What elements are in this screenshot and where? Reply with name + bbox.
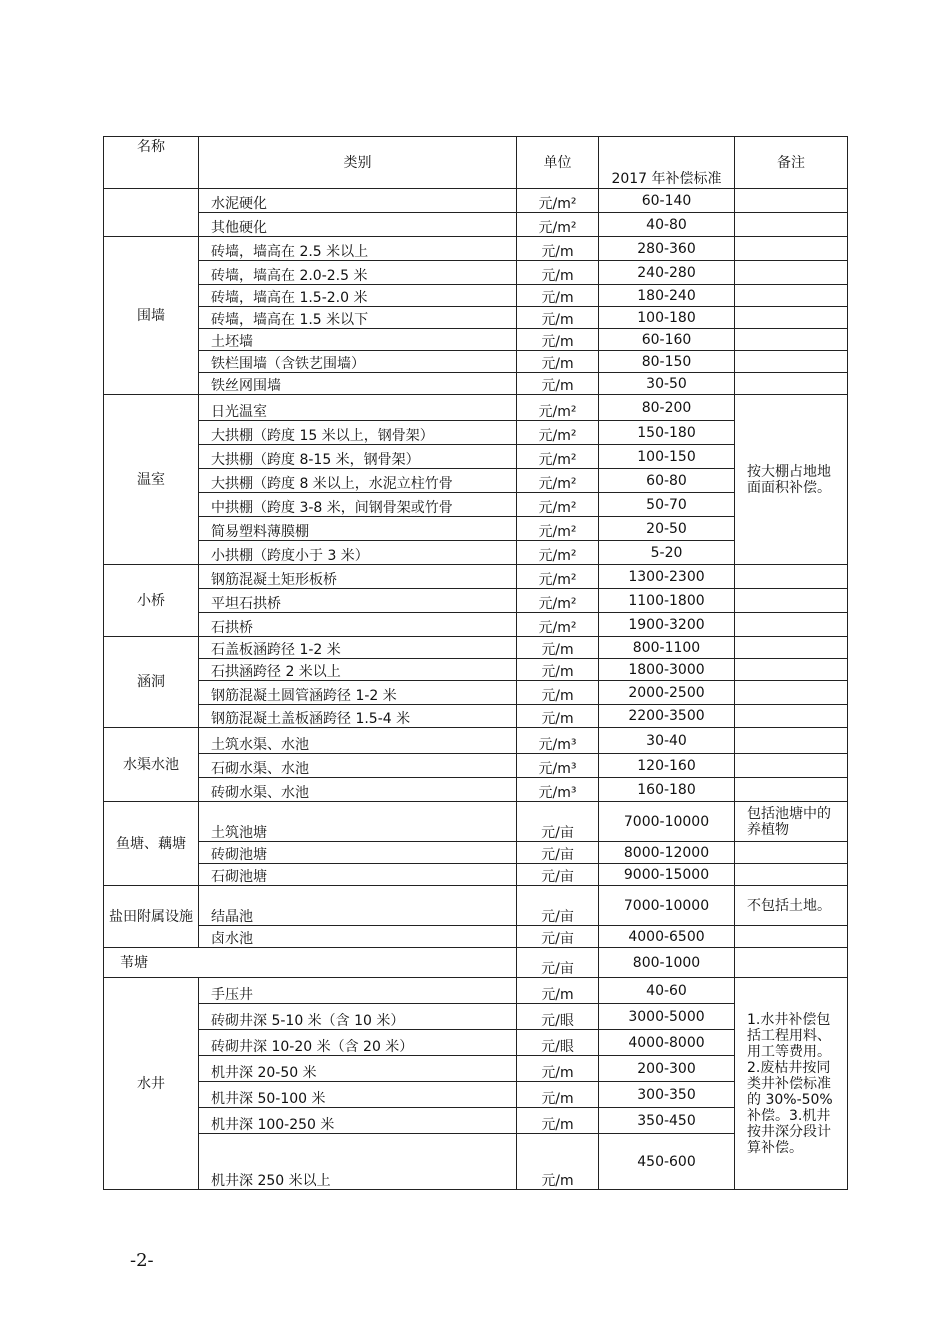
group-name-cell: 水渠水池 (104, 728, 199, 802)
standard-cell: 100-180 (599, 307, 735, 329)
standard-cell: 7000-10000 (599, 886, 735, 926)
header-type: 类别 (199, 137, 517, 189)
note-cell (735, 754, 848, 778)
category-cell: 土筑水渠、水池 (199, 728, 517, 754)
table-row (104, 778, 848, 802)
note-cell (735, 261, 848, 285)
header-note: 备注 (735, 137, 848, 189)
standard-cell: 1800-3000 (599, 659, 735, 681)
table-row (104, 565, 848, 589)
standard-cell: 800-1100 (599, 637, 735, 659)
group-name-cell: 小桥 (104, 565, 199, 637)
table-row (104, 237, 848, 261)
standard-cell: 4000-8000 (599, 1030, 735, 1056)
note-cell: 按大棚占地地面面积补偿。 (735, 395, 848, 565)
unit-cell: 元/m² (517, 469, 599, 493)
category-cell: 日光温室 (199, 395, 517, 421)
unit-cell: 元/m (517, 705, 599, 728)
category-cell: 机井深 20-50 米 (199, 1056, 517, 1082)
unit-cell: 元/m (517, 237, 599, 261)
group-name-cell (104, 189, 199, 237)
unit-cell: 元/m³ (517, 754, 599, 778)
note-cell (735, 926, 848, 948)
table-header-row (104, 137, 848, 189)
category-cell: 土筑池塘 (199, 802, 517, 842)
unit-cell: 元/m (517, 307, 599, 329)
table-row (104, 728, 848, 754)
category-cell: 钢筋混凝土矩形板桥 (199, 565, 517, 589)
unit-cell: 元/m² (517, 395, 599, 421)
category-cell: 大拱棚（跨度 8 米以上，水泥立柱竹骨 (199, 469, 517, 493)
standard-cell: 2200-3500 (599, 705, 735, 728)
standard-cell: 4000-6500 (599, 926, 735, 948)
note-cell (735, 842, 848, 864)
unit-cell: 元/眼 (517, 1030, 599, 1056)
standard-cell: 20-50 (599, 517, 735, 541)
unit-cell: 元/亩 (517, 842, 599, 864)
category-cell: 砖墙，墙高在 1.5 米以下 (199, 307, 517, 329)
standard-cell: 180-240 (599, 285, 735, 307)
note-cell (735, 778, 848, 802)
header-name: 名称 (104, 137, 199, 189)
standard-cell: 30-50 (599, 373, 735, 395)
note-cell (735, 213, 848, 237)
note-cell: 包括池塘中的养植物 (735, 802, 848, 842)
note-cell (735, 681, 848, 705)
unit-cell: 元/m (517, 1082, 599, 1108)
unit-cell: 元/m² (517, 445, 599, 469)
unit-cell: 元/m² (517, 589, 599, 613)
unit-cell: 元/亩 (517, 802, 599, 842)
unit-cell: 元/m (517, 1134, 599, 1190)
table-row (104, 705, 848, 728)
unit-cell: 元/m (517, 659, 599, 681)
note-cell: 不包括土地。 (735, 886, 848, 926)
table-row (104, 802, 848, 842)
unit-cell: 元/m² (517, 213, 599, 237)
note-cell (735, 237, 848, 261)
category-cell: 水泥硬化 (199, 189, 517, 213)
unit-cell: 元/m (517, 637, 599, 659)
table-row (104, 637, 848, 659)
category-cell: 石砌池塘 (199, 864, 517, 886)
table-row (104, 589, 848, 613)
unit-cell: 元/m² (517, 421, 599, 445)
unit-cell: 元/亩 (517, 926, 599, 948)
category-cell: 小拱棚（跨度小于 3 米） (199, 541, 517, 565)
category-cell: 钢筋混凝土圆管涵跨径 1-2 米 (199, 681, 517, 705)
unit-cell: 元/m (517, 681, 599, 705)
standard-cell: 60-140 (599, 189, 735, 213)
standard-cell: 240-280 (599, 261, 735, 285)
compensation-table (103, 136, 848, 1190)
standard-cell: 30-40 (599, 728, 735, 754)
unit-cell: 元/亩 (517, 886, 599, 926)
standard-cell: 100-150 (599, 445, 735, 469)
table-row (104, 659, 848, 681)
unit-cell: 元/亩 (517, 948, 599, 978)
category-cell: 大拱棚（跨度 15 米以上，钢骨架） (199, 421, 517, 445)
unit-cell: 元/m (517, 351, 599, 373)
note-cell (735, 728, 848, 754)
group-name-cell: 鱼塘、藕塘 (104, 802, 199, 886)
note-cell (735, 613, 848, 637)
note-cell (735, 189, 848, 213)
note-cell (735, 351, 848, 373)
group-name-cell: 涵洞 (104, 637, 199, 728)
standard-cell: 40-80 (599, 213, 735, 237)
table-row (104, 886, 848, 926)
category-cell: 石拱涵跨径 2 米以上 (199, 659, 517, 681)
standard-cell: 3000-5000 (599, 1004, 735, 1030)
note-cell (735, 329, 848, 351)
category-cell: 机井深 50-100 米 (199, 1082, 517, 1108)
category-cell: 砖砌水渠、水池 (199, 778, 517, 802)
category-cell: 简易塑料薄膜棚 (199, 517, 517, 541)
note-cell (735, 637, 848, 659)
category-cell: 石盖板涵跨径 1-2 米 (199, 637, 517, 659)
table-row (104, 307, 848, 329)
category-cell: 机井深 250 米以上 (199, 1134, 517, 1190)
table-row (104, 613, 848, 637)
unit-cell: 元/m³ (517, 728, 599, 754)
unit-cell: 元/m² (517, 565, 599, 589)
group-name-cell: 苇塘 (104, 948, 517, 978)
unit-cell: 元/m (517, 1108, 599, 1134)
unit-cell: 元/亩 (517, 864, 599, 886)
group-name-cell: 围墙 (104, 237, 199, 395)
standard-cell: 80-200 (599, 395, 735, 421)
note-cell (735, 705, 848, 728)
table-row (104, 351, 848, 373)
standard-cell: 160-180 (599, 778, 735, 802)
note-cell (735, 589, 848, 613)
standard-cell: 450-600 (599, 1134, 735, 1190)
table-row (104, 285, 848, 307)
header-standard: 2017 年补偿标准 (599, 137, 735, 189)
category-cell: 平坦石拱桥 (199, 589, 517, 613)
category-cell: 砖砌井深 5-10 米（含 10 米） (199, 1004, 517, 1030)
standard-cell: 200-300 (599, 1056, 735, 1082)
group-name-cell: 温室 (104, 395, 199, 565)
unit-cell: 元/m³ (517, 778, 599, 802)
standard-cell: 50-70 (599, 493, 735, 517)
category-cell: 砖墙，墙高在 2.5 米以上 (199, 237, 517, 261)
table-row (104, 189, 848, 213)
note-cell: 1.水井补偿包括工程用料、用工等费用。2.废枯井按同类井补偿标准的 30%-50%补偿。3.机井按井深分段计算补偿。 (735, 978, 848, 1190)
unit-cell: 元/m (517, 329, 599, 351)
table-row (104, 978, 848, 1004)
category-cell: 铁丝网围墙 (199, 373, 517, 395)
category-cell: 大拱棚（跨度 8-15 米，钢骨架） (199, 445, 517, 469)
standard-cell: 120-160 (599, 754, 735, 778)
category-cell: 砖墙，墙高在 2.0-2.5 米 (199, 261, 517, 285)
header-unit: 单位 (517, 137, 599, 189)
category-cell: 砖砌池塘 (199, 842, 517, 864)
unit-cell: 元/m (517, 1056, 599, 1082)
unit-cell: 元/m² (517, 493, 599, 517)
standard-cell: 8000-12000 (599, 842, 735, 864)
table-row (104, 754, 848, 778)
standard-cell: 300-350 (599, 1082, 735, 1108)
unit-cell: 元/m² (517, 517, 599, 541)
table-row (104, 261, 848, 285)
category-cell: 结晶池 (199, 886, 517, 926)
unit-cell: 元/眼 (517, 1004, 599, 1030)
standard-cell: 800-1000 (599, 948, 735, 978)
category-cell: 石拱桥 (199, 613, 517, 637)
group-name-cell: 盐田附属设施 (104, 886, 199, 948)
note-cell (735, 285, 848, 307)
standard-cell: 60-160 (599, 329, 735, 351)
standard-cell: 150-180 (599, 421, 735, 445)
unit-cell: 元/m (517, 261, 599, 285)
note-cell (735, 948, 848, 978)
table-row (104, 842, 848, 864)
category-cell: 其他硬化 (199, 213, 517, 237)
table-row (104, 395, 848, 421)
unit-cell: 元/m² (517, 189, 599, 213)
table-row (104, 864, 848, 886)
table-row (104, 213, 848, 237)
page-number: -2- (130, 1250, 154, 1271)
group-name-cell: 水井 (104, 978, 199, 1190)
standard-cell: 80-150 (599, 351, 735, 373)
table-row (104, 329, 848, 351)
category-cell: 砖墙，墙高在 1.5-2.0 米 (199, 285, 517, 307)
table-row (104, 948, 848, 978)
category-cell: 卤水池 (199, 926, 517, 948)
unit-cell: 元/m (517, 978, 599, 1004)
note-cell (735, 307, 848, 329)
note-cell (735, 864, 848, 886)
category-cell: 手压井 (199, 978, 517, 1004)
table-row (104, 373, 848, 395)
category-cell: 铁栏围墙（含铁艺围墙） (199, 351, 517, 373)
unit-cell: 元/m² (517, 541, 599, 565)
standard-cell: 1300-2300 (599, 565, 735, 589)
standard-cell: 1900-3200 (599, 613, 735, 637)
category-cell: 砖砌井深 10-20 米（含 20 米） (199, 1030, 517, 1056)
table-row (104, 926, 848, 948)
note-cell (735, 659, 848, 681)
standard-cell: 7000-10000 (599, 802, 735, 842)
standard-cell: 40-60 (599, 978, 735, 1004)
unit-cell: 元/m² (517, 613, 599, 637)
category-cell: 机井深 100-250 米 (199, 1108, 517, 1134)
category-cell: 中拱棚（跨度 3-8 米，间钢骨架或竹骨 (199, 493, 517, 517)
standard-cell: 350-450 (599, 1108, 735, 1134)
standard-cell: 1100-1800 (599, 589, 735, 613)
note-cell (735, 565, 848, 589)
standard-cell: 280-360 (599, 237, 735, 261)
standard-cell: 9000-15000 (599, 864, 735, 886)
standard-cell: 5-20 (599, 541, 735, 565)
unit-cell: 元/m (517, 373, 599, 395)
note-cell (735, 373, 848, 395)
standard-cell: 60-80 (599, 469, 735, 493)
table-row (104, 681, 848, 705)
category-cell: 石砌水渠、水池 (199, 754, 517, 778)
category-cell: 土坯墙 (199, 329, 517, 351)
unit-cell: 元/m (517, 285, 599, 307)
category-cell: 钢筋混凝土盖板涵跨径 1.5-4 米 (199, 705, 517, 728)
standard-cell: 2000-2500 (599, 681, 735, 705)
